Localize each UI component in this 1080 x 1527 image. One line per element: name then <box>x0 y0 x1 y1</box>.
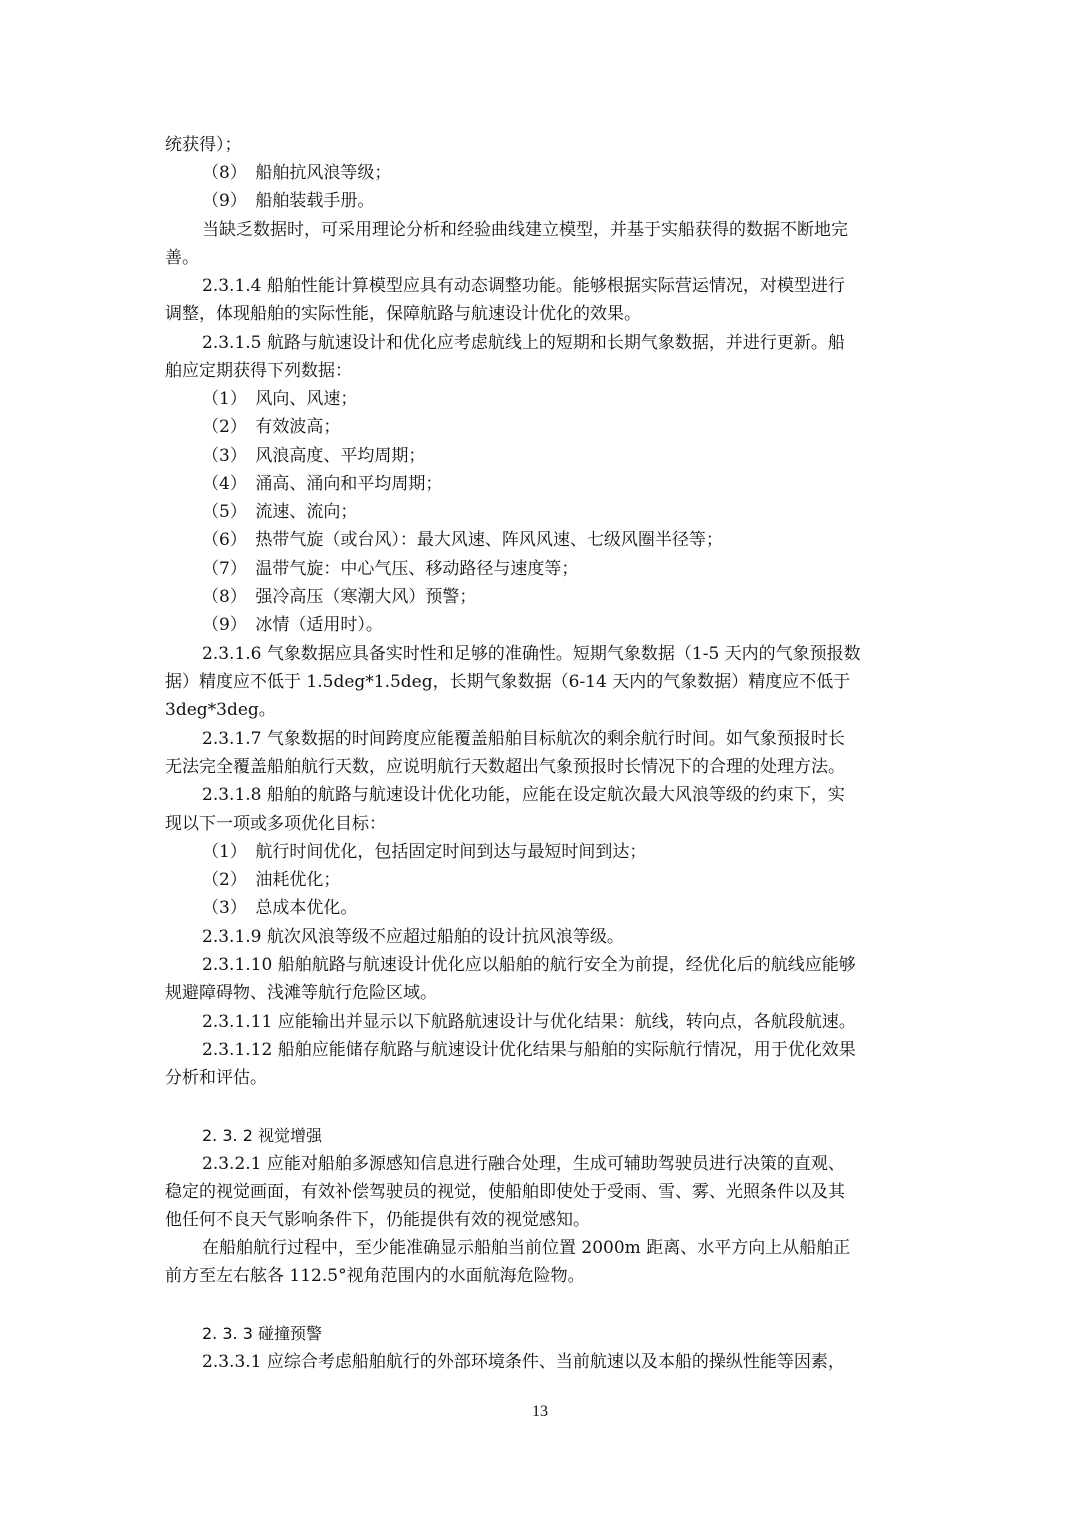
list-item: （7） 温带气旋：中心气压、移动路径与速度等； <box>202 559 579 579</box>
clause-2-3-1-4: 2.3.1.4 船舶性能计算模型应具有动态调整功能。能够根据实际营运情况，对模型进行 <box>202 276 845 296</box>
section-heading: 2. 3. 3 碰撞预警 <box>202 1324 322 1343</box>
paragraph-line: 分析和评估。 <box>165 1068 267 1088</box>
paragraph-line: 现以下一项或多项优化目标： <box>165 814 386 834</box>
list-item: （3） 总成本优化。 <box>202 898 358 918</box>
list-item: （8） 强冷高压（寒潮大风）预警； <box>202 587 477 607</box>
list-item: （2） 有效波高； <box>202 417 341 437</box>
paragraph-line: 稳定的视觉画面，有效补偿驾驶员的视觉，使船舶即使处于受雨、雪、雾、光照条件以及其 <box>165 1182 845 1202</box>
list-item: （9） 船舶装载手册。 <box>202 191 375 211</box>
clause-2-3-1-10: 2.3.1.10 船舶航路与航速设计优化应以船舶的航行安全为前提，经优化后的航线应能够 <box>202 955 856 975</box>
paragraph-line: 善。 <box>165 248 199 268</box>
paragraph-line: 他任何不良天气影响条件下，仍能提供有效的视觉感知。 <box>165 1210 590 1230</box>
text-line: 统获得）； <box>165 135 242 155</box>
paragraph-line: 3deg*3deg。 <box>165 700 276 720</box>
clause-2-3-1-11: 2.3.1.11 应能输出并显示以下航路航速设计与优化结果：航线，转向点，各航段航速。 <box>202 1012 856 1032</box>
paragraph-line: 调整，体现船舶的实际性能，保障航路与航速设计优化的效果。 <box>165 304 641 324</box>
paragraph-line: 据）精度应不低于 1.5deg*1.5deg，长期气象数据（6-14 天内的气象数据）精度应不低于 <box>165 672 851 692</box>
clause-2-3-1-9: 2.3.1.9 航次风浪等级不应超过船舶的设计抗风浪等级。 <box>202 927 624 947</box>
section-heading: 2. 3. 2 视觉增强 <box>202 1126 322 1145</box>
list-item: （1） 航行时间优化，包括固定时间到达与最短时间到达； <box>202 842 647 862</box>
page-number: 13 <box>532 1403 548 1420</box>
list-item: （9） 冰情（适用时）。 <box>202 615 383 635</box>
clause-2-3-1-7: 2.3.1.7 气象数据的时间跨度应能覆盖船舶目标航次的剩余航行时间。如气象预报时长 <box>202 729 845 749</box>
paragraph-line: 舶应定期获得下列数据： <box>165 361 352 381</box>
paragraph-line: 当缺乏数据时，可采用理论分析和经验曲线建立模型，并基于实船获得的数据不断地完 <box>202 220 848 240</box>
list-item: （3） 风浪高度、平均周期； <box>202 446 426 466</box>
paragraph-line: 无法完全覆盖船舶航行天数，应说明航行天数超出气象预报时长情况下的合理的处理方法。 <box>165 757 845 777</box>
clause-2-3-1-6: 2.3.1.6 气象数据应具备实时性和足够的准确性。短期气象数据（1-5 天内的气象预报数 <box>202 644 861 664</box>
list-item: （8） 船舶抗风浪等级； <box>202 163 392 183</box>
paragraph-line: 在船舶航行过程中，至少能准确显示船舶当前位置 2000m 距离、水平方向上从船舶正 <box>202 1238 851 1258</box>
clause-2-3-1-12: 2.3.1.12 船舶应能储存航路与航速设计优化结果与船舶的实际航行情况，用于优化效果 <box>202 1040 856 1060</box>
clause-2-3-2-1: 2.3.2.1 应能对船舶多源感知信息进行融合处理，生成可辅助驾驶员进行决策的直观、 <box>202 1154 845 1174</box>
paragraph-line: 规避障碍物、浅滩等航行危险区域。 <box>165 983 437 1003</box>
clause-2-3-3-1: 2.3.3.1 应综合考虑船舶航行的外部环境条件、当前航速以及本船的操纵性能等因素， <box>202 1352 845 1372</box>
list-item: （6） 热带气旋（或台风）：最大风速、阵风风速、七级风圈半径等； <box>202 530 723 550</box>
clause-2-3-1-8: 2.3.1.8 船舶的航路与航速设计优化功能，应能在设定航次最大风浪等级的约束下，实 <box>202 785 845 805</box>
paragraph-line: 前方至左右舷各 112.5°视角范围内的水面航海危险物。 <box>165 1266 585 1286</box>
list-item: （2） 油耗优化； <box>202 870 341 890</box>
list-item: （5） 流速、流向； <box>202 502 358 522</box>
list-item: （4） 涌高、涌向和平均周期； <box>202 474 443 494</box>
clause-2-3-1-5: 2.3.1.5 航路与航速设计和优化应考虑航线上的短期和长期气象数据，并进行更新。船 <box>202 333 845 353</box>
list-item: （1） 风向、风速； <box>202 389 358 409</box>
